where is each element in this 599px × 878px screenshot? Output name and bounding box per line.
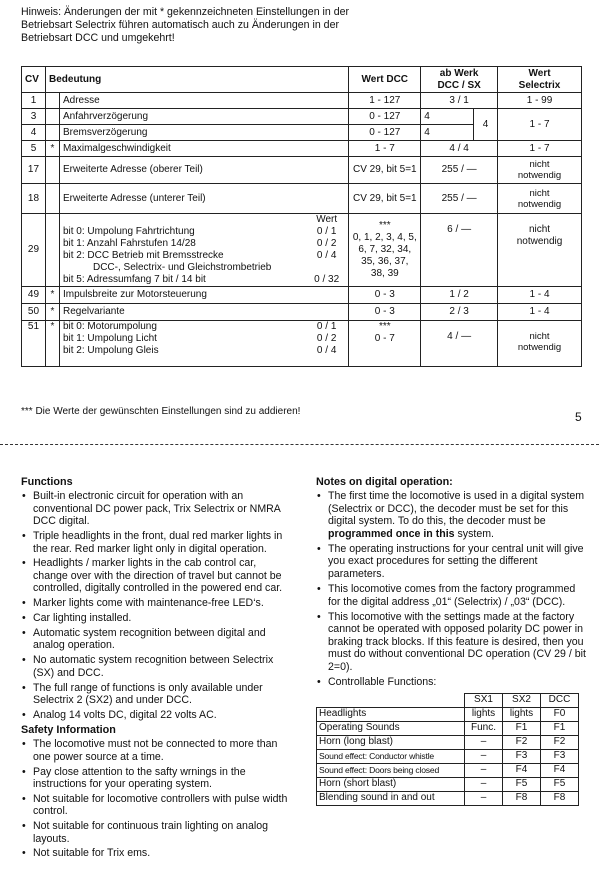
header-ab-werk: ab Werk DCC / SX	[421, 67, 498, 93]
table-row: Blending sound in and out – F8 F8	[317, 791, 579, 805]
table-row: 29 bit 0: Umpolung Fahrtrichtung bit 1: Anzahl Fahrstufen 14/28 bit 2: DCC Betrieb mit Bremsstrecke DCC-, Selectrix- und Gleichstrombetrieb bit 5: Adressumfang 7 bit / 14 bit Wert 0 / 1 0 / 2 0 / 4 0 / 32 *** 0, 1, 2, 3, 4, 5, 6, 7, 32, 34, 35, 36, 37, 38, 39 6 / — nicht notwendig	[22, 214, 582, 287]
header-wert-dcc: Wert DCC	[349, 67, 421, 93]
list-item: • Headlights / marker lights in the cab control car, change over with the direction of travel but cannot be controlled, digitally controlled in the powered end car.	[21, 557, 289, 594]
table-row: 4 Bremsverzögerung 0 - 127 4	[22, 125, 582, 141]
table-row: 3 Anfahrverzögerung 0 - 127 4 4 1 - 7	[22, 109, 582, 125]
header-cv: CV	[22, 67, 46, 93]
table-row: Sound effect: Doors being closed – F4 F4	[317, 763, 579, 777]
list-item: • The first time the locomotive is used in a digital system (Selectrix or DCC), the decoder must be set for this digital system. To do this, the decoder must be programmed once in this system.	[316, 490, 586, 540]
right-column	[316, 476, 586, 806]
list-item: • The operating instructions for your central unit will give you exact procedures for setting the different parameters.	[316, 543, 586, 580]
table-row: 5 * Maximalgeschwindigkeit 1 - 7 4 / 4 1 - 7	[22, 141, 582, 157]
list-item: • No automatic system recognition between Selectrix (SX) and DCC.	[21, 654, 289, 679]
table-row: Horn (short blast) – F5 F5	[317, 777, 579, 791]
table-row: Sound effect: Conductor whistle – F3 F3	[317, 749, 579, 763]
cv29-dcc: *** 0, 1, 2, 3, 4, 5, 6, 7, 32, 34, 35, 36, 37, 38, 39	[349, 214, 421, 287]
fn-table-header: SX1 SX2 DCC	[317, 693, 579, 707]
cv51-bits: bit 0: Motorumpolung bit 1: Umpolung Licht bit 2: Umpolung Gleis	[59, 321, 304, 367]
list-item: • The full range of functions is only available under Selectrix 2 (SX2) and under DCC.	[21, 682, 289, 707]
header-bedeutung: Bedeutung	[45, 67, 348, 93]
list-item: • Not suitable for Trix ems.	[21, 847, 289, 859]
cv-table	[21, 66, 582, 367]
left-column	[21, 476, 289, 862]
list-item: • This locomotive with the settings made at the factory cannot be operated with opposed polarity DC power in braking track blocks. If this feature is desired, then you must do without conventional DC operation (CV 29 / bit 2=0).	[316, 611, 586, 673]
table-row: 17 Erweiterte Adresse (oberer Teil) CV 29, bit 5=1 255 / — nicht notwendig	[22, 157, 582, 184]
list-item: • Triple headlights in the front, dual red marker lights in the rear. Red marker light only in digital operation.	[21, 530, 289, 555]
table-row: Headlights lights lights F0	[317, 707, 579, 721]
footnote: *** Die Werte der gewünschten Einstellungen sind zu addieren!	[21, 406, 301, 417]
table-row: 51 * bit 0: Motorumpolung bit 1: Umpolung Licht bit 2: Umpolung Gleis 0 / 1 0 / 2 0 / 4 *** 0 - 7 4 / — nicht notwendig	[22, 321, 582, 367]
safety-heading: Safety Information	[21, 723, 116, 736]
list-item: • Automatic system recognition between digital and analog operation.	[21, 627, 289, 652]
list-item: • Not suitable for locomotive controllers with pulse width control.	[21, 793, 289, 818]
list-item: • Marker lights come with maintenance-free LED‘s.	[21, 597, 289, 609]
list-item: • The locomotive must not be connected to more than one power source at a time.	[21, 738, 289, 763]
list-item: • Built-in electronic circuit for operation with an conventional DC power pack, Trix Selectrix or NMRA DCC digital.	[21, 490, 289, 527]
cut-line-divider	[0, 444, 599, 445]
cv-table-header	[22, 67, 582, 93]
list-item: • Not suitable for continuous train lighting on analog layouts.	[21, 820, 289, 845]
cv51-wert: 0 / 1 0 / 2 0 / 4	[305, 321, 349, 367]
table-row: 50 * Regelvariante 0 - 3 2 / 3 1 - 4	[22, 304, 582, 321]
table-row: Operating Sounds Func. F1 F1	[317, 721, 579, 735]
functions-heading: Functions	[21, 476, 73, 488]
cv29-bits: bit 0: Umpolung Fahrtrichtung bit 1: Anzahl Fahrstufen 14/28 bit 2: DCC Betrieb mit Bremsstrecke DCC-, Selectrix- und Gleichstrombetrieb bit 5: Adressumfang 7 bit / 14 bit	[59, 214, 304, 287]
header-wert-selectrix: Wert Selectrix	[498, 67, 582, 93]
hinweis-note: Hinweis: Änderungen der mit * gekennzeichneten Einstellungen in der Betriebsart Selectrix führen automatisch auch zu Änderungen in der Betriebsart DCC und umgekehrt!	[21, 6, 350, 44]
table-row: Horn (long blast) – F2 F2	[317, 735, 579, 749]
safety-list	[21, 738, 289, 860]
functions-list	[21, 490, 289, 721]
list-item: • Pay close attention to the safty wrnings in the instructions for your operating system.	[21, 766, 289, 791]
list-item: • This locomotive comes from the factory programmed for the digital address „01“ (Selectrix) / „03“ (DCC).	[316, 583, 586, 608]
table-row: 1 Adresse 1 - 127 3 / 1 1 - 99	[22, 93, 582, 109]
list-item: • Car lighting installed.	[21, 612, 289, 624]
table-row: 49 * Impulsbreite zur Motorsteuerung 0 - 3 1 / 2 1 - 4	[22, 287, 582, 304]
notes-list	[316, 490, 586, 688]
list-item: • Controllable Functions:	[316, 676, 586, 688]
cv29-wert: Wert 0 / 1 0 / 2 0 / 4 0 / 32	[305, 214, 349, 287]
notes-heading: Notes on digital operation:	[316, 476, 453, 488]
list-item: • Analog 14 volts DC, digital 22 volts AC.	[21, 709, 289, 721]
functions-table	[316, 693, 579, 806]
page-number: 5	[575, 410, 582, 424]
table-row: 18 Erweiterte Adresse (unterer Teil) CV 29, bit 5=1 255 / — nicht notwendig	[22, 184, 582, 214]
